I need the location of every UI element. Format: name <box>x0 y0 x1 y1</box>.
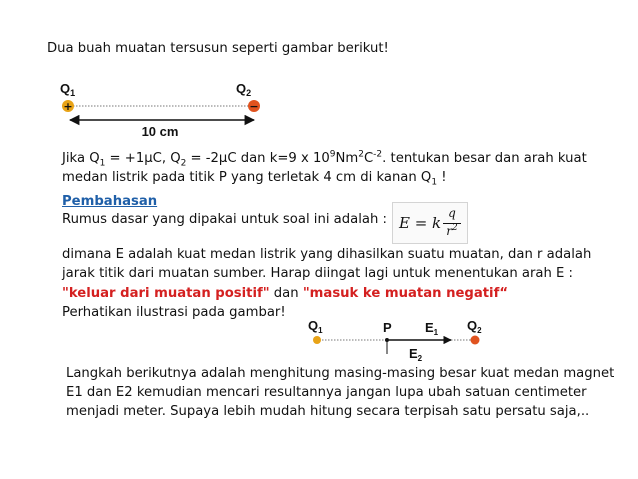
charges-diagram <box>56 80 286 142</box>
positive-charge <box>313 336 321 344</box>
rumus-text: Rumus dasar yang dipakai untuk soal ini adalah : <box>62 212 387 227</box>
q2-label: $Q_2$ <box>467 318 482 335</box>
q2-label: $Q_2$ <box>236 81 252 98</box>
formula-denominator: $r^2$ <box>446 223 458 238</box>
conclusion-line-1: Langkah berikutnya adalah menghitung masing-masing besar kuat medan magnet <box>66 366 615 381</box>
conclusion-line-3: menjadi meter. Supaya lebih mudah hitung secara terpisah satu persatu saja,.. <box>66 404 590 419</box>
p-label: P <box>383 320 392 335</box>
intro-text: Dua buah muatan tersusun seperti gambar berikut! <box>47 41 389 56</box>
conclusion-line-2: E1 dan E2 kemudian mencari resultannya jangan lupa ubah satuan centimeter <box>66 385 587 400</box>
distance-label: 10 cm <box>141 124 179 139</box>
field-diagram <box>303 316 493 364</box>
body-line-1: dimana E adalah kuat medan listrik yang dihasilkan suatu muatan, dan r adalah <box>62 247 592 262</box>
question-line-2: medan listrik pada titik P yang terletak 4 cm di kanan $Q_1$ ! <box>62 170 447 188</box>
negative-sign: − <box>249 100 259 113</box>
q1-label: $Q_1$ <box>60 81 76 98</box>
formula-numerator: q <box>448 206 456 220</box>
q1-label: $Q_1$ <box>308 318 323 335</box>
rule-negative: "masuk ke muatan negatif“ <box>302 286 508 301</box>
negative-charge <box>471 336 480 345</box>
question-line-1: Jika $Q_1 = +1\mu C$, $Q_2 = -2\mu C$ dan k=9 x $10^9Nm^2C^{-2}$. tentukan besar dan arah kuat <box>62 149 587 169</box>
e1-label: $E_1$ <box>425 320 439 337</box>
body-line-2: jarak titik dari muatan sumber. Harap diingat lagi untuk menentukan arah E : <box>62 266 573 281</box>
rule-positive: "keluar dari muatan positif" <box>62 286 270 301</box>
formula-box <box>392 202 468 244</box>
formula-lhs: E = k <box>399 214 442 232</box>
body-line-4: Perhatikan ilustrasi pada gambar! <box>62 305 286 320</box>
pembahasan-heading: Pembahasan <box>62 194 158 209</box>
body-line-3: "keluar dari muatan positif" dan "masuk ke muatan negatif“ <box>62 286 508 301</box>
e2-label: $E_2$ <box>409 346 423 363</box>
positive-sign: + <box>63 100 73 113</box>
